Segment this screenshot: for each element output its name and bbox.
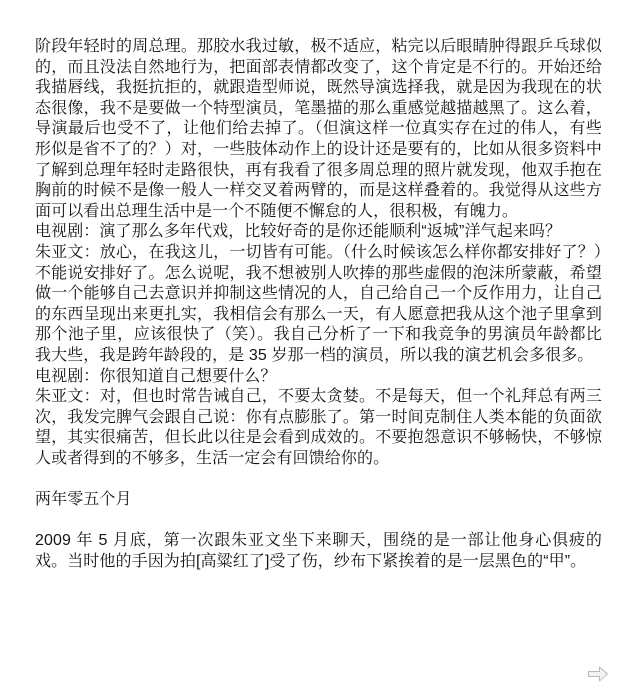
paragraph-body: 阶段年轻时的周总理。那胶水我过敏，极不适应，粘完以后眼睛肿得跟乒乓球似的，而且没法自然地行为，把面部表情都改变了，这个肯定是不行的。开始还给我描唇线，我挺抗拒的，就跟造型师说，既然导演选择我，就是因为我现在的状态很像，我不是要做一个特型演员，笔墨描的那么重感觉越描越黑了。这么着，导演最后也受不了，让他们给去掉了。（但演这样一位真实存在过的伟人，有些形似是省不了的？）对，一些肢体动作上的设计还是要有的，比如从很多资料中了解到总理年轻时走路很快，再有我看了很多周总理的照片就发现，他双手抱在胸前的时候不是像一般人一样交叉着两臂的，而是这样叠着的。我觉得从这些方面可以看出总理生活中是一个不随便不懈怠的人，很积极，有魄力。 (35, 38, 602, 220)
paragraph-question: 电视剧：你很知道自己想要什么？ (35, 367, 277, 385)
next-page-arrow-icon (587, 671, 609, 686)
paragraph-question: 电视剧：演了那么多年代戏，比较好奇的是你还能顺利“返城”洋气起来吗？ (35, 223, 562, 241)
document-body (35, 37, 602, 572)
paragraph-answer: 朱亚文：对，但也时常告诫自己，不要太贪婪。不是每天，但一个礼拜总有两三次，我发完脾气会跟自己说：你有点膨胀了。第一时间克制住人类本能的负面欲望，其实很痛苦，但长此以往是会看到成效的。不要抱怨意识不够畅快，不够惊人或者得到的不够多，生活一定会有回馈给你的。 (35, 388, 602, 467)
paragraph-answer: 朱亚文：放心，在我这儿，一切皆有可能。（什么时候该怎么样你都安排好了？）不能说安排好了。怎么说呢，我不想被别人吹捧的那些虚假的泡沫所蒙蔽，希望做一个能够自己去意识并抑制这些情况的人，自己给自己一个反作用力，让自己的东西呈现出来更扎实，我相信会有那么一天，有人愿意把我从这个池子里拿到那个池子里，应该很快了（笑）。我自己分析了一下和我竞争的男演员年龄都比我大些，我是跨年龄段的，是 35 岁那一档的演员，所以我的演艺机会多很多。 (35, 243, 602, 364)
section-heading: 两年零五个月 (35, 491, 132, 509)
next-page-button[interactable] (587, 665, 609, 683)
paragraph-body: 2009 年 5 月底，第一次跟朱亚文坐下来聊天，围绕的是一部让他身心俱疲的戏。当时他的手因为拍[高粱红了]受了伤，纱布下紧挨着的是一层黑色的“甲”。 (35, 532, 602, 570)
